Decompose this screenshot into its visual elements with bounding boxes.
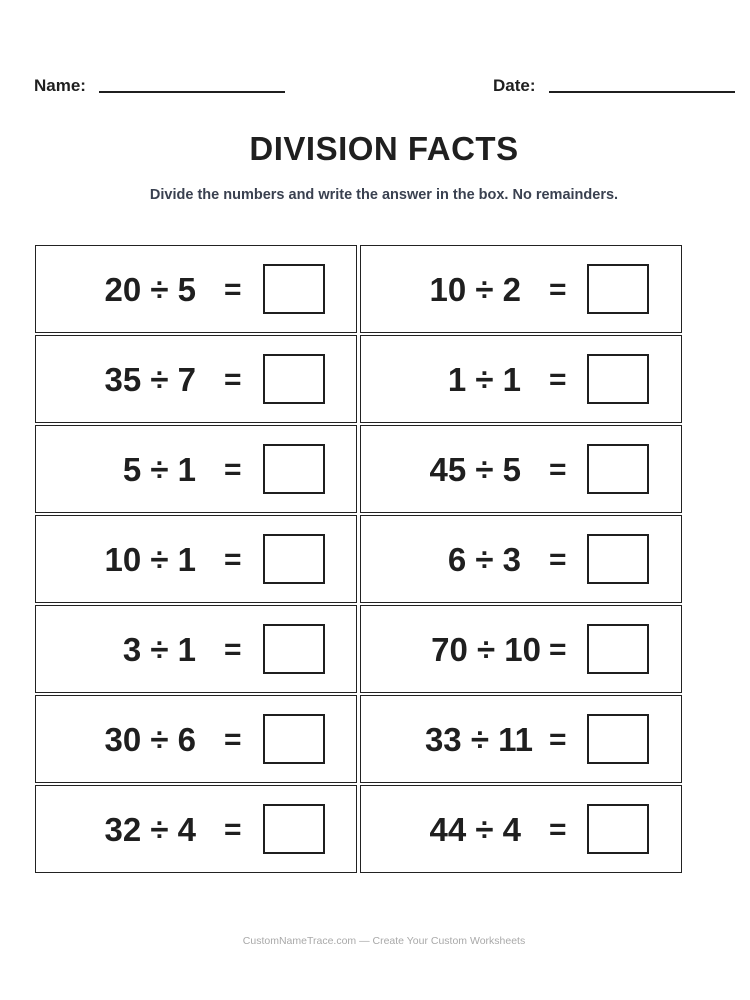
worksheet-instructions: Divide the numbers and write the answer in the box. No remainders. (149, 187, 619, 203)
problem-expression: 32 ÷ 4 (104, 811, 196, 848)
problem-expression: 35 ÷ 7 (104, 361, 196, 398)
problem-cell (360, 605, 682, 693)
problem-cell (360, 785, 682, 873)
name-field (34, 76, 285, 96)
problem-cell (35, 785, 357, 873)
date-write-line[interactable] (549, 91, 735, 93)
answer-box[interactable] (263, 444, 325, 494)
worksheet-title: DIVISION FACTS (249, 130, 519, 167)
equals-sign: = (549, 453, 567, 486)
problem-expression: 3 ÷ 1 (122, 631, 196, 668)
problem-cell (360, 695, 682, 783)
problem-expression: 30 ÷ 6 (104, 721, 196, 758)
problem-expression: 44 ÷ 4 (429, 811, 521, 848)
equals-sign: = (224, 723, 242, 756)
problem-expression: 20 ÷ 5 (104, 271, 196, 308)
answer-box[interactable] (263, 264, 325, 314)
equals-sign: = (549, 273, 567, 306)
answer-box[interactable] (587, 624, 649, 674)
problem-cell (360, 425, 682, 513)
problem-expression: 33 ÷ 11 (424, 721, 533, 758)
equals-sign: = (549, 543, 567, 576)
footer-credit: CustomNameTrace.com — Create Your Custom Worksheets (242, 935, 526, 947)
answer-box[interactable] (587, 444, 649, 494)
date-label: Date: (493, 76, 536, 95)
answer-box[interactable] (263, 534, 325, 584)
problem-cell (360, 335, 682, 423)
answer-box[interactable] (587, 804, 649, 854)
equals-sign: = (224, 633, 242, 666)
answer-box[interactable] (263, 624, 325, 674)
problem-cell (360, 515, 682, 603)
equals-sign: = (224, 453, 242, 486)
problem-cell (35, 605, 357, 693)
answer-box[interactable] (263, 354, 325, 404)
problem-expression: 45 ÷ 5 (429, 451, 521, 488)
equals-sign: = (549, 363, 567, 396)
name-label: Name: (34, 76, 86, 95)
equals-sign: = (224, 363, 242, 396)
problem-cell (35, 335, 357, 423)
problem-cell (35, 245, 357, 333)
problem-expression: 10 ÷ 2 (429, 271, 521, 308)
answer-box[interactable] (587, 714, 649, 764)
worksheet-header (34, 76, 736, 96)
equals-sign: = (224, 813, 242, 846)
problem-expression: 5 ÷ 1 (122, 451, 196, 488)
problem-expression: 6 ÷ 3 (447, 541, 521, 578)
equals-sign: = (549, 723, 567, 756)
equals-sign: = (549, 633, 567, 666)
name-write-line[interactable] (99, 91, 285, 93)
equals-sign: = (549, 813, 567, 846)
equals-sign: = (224, 273, 242, 306)
date-field (493, 76, 735, 96)
answer-box[interactable] (263, 804, 325, 854)
problem-cell (35, 515, 357, 603)
problem-expression: 1 ÷ 1 (447, 361, 521, 398)
problem-expression: 10 ÷ 1 (104, 541, 196, 578)
answer-box[interactable] (263, 714, 325, 764)
answer-box[interactable] (587, 264, 649, 314)
problem-cell (35, 695, 357, 783)
answer-box[interactable] (587, 354, 649, 404)
equals-sign: = (224, 543, 242, 576)
answer-box[interactable] (587, 534, 649, 584)
problem-expression: 70 ÷ 10 (431, 631, 541, 668)
problem-cell (360, 245, 682, 333)
problem-cell (35, 425, 357, 513)
